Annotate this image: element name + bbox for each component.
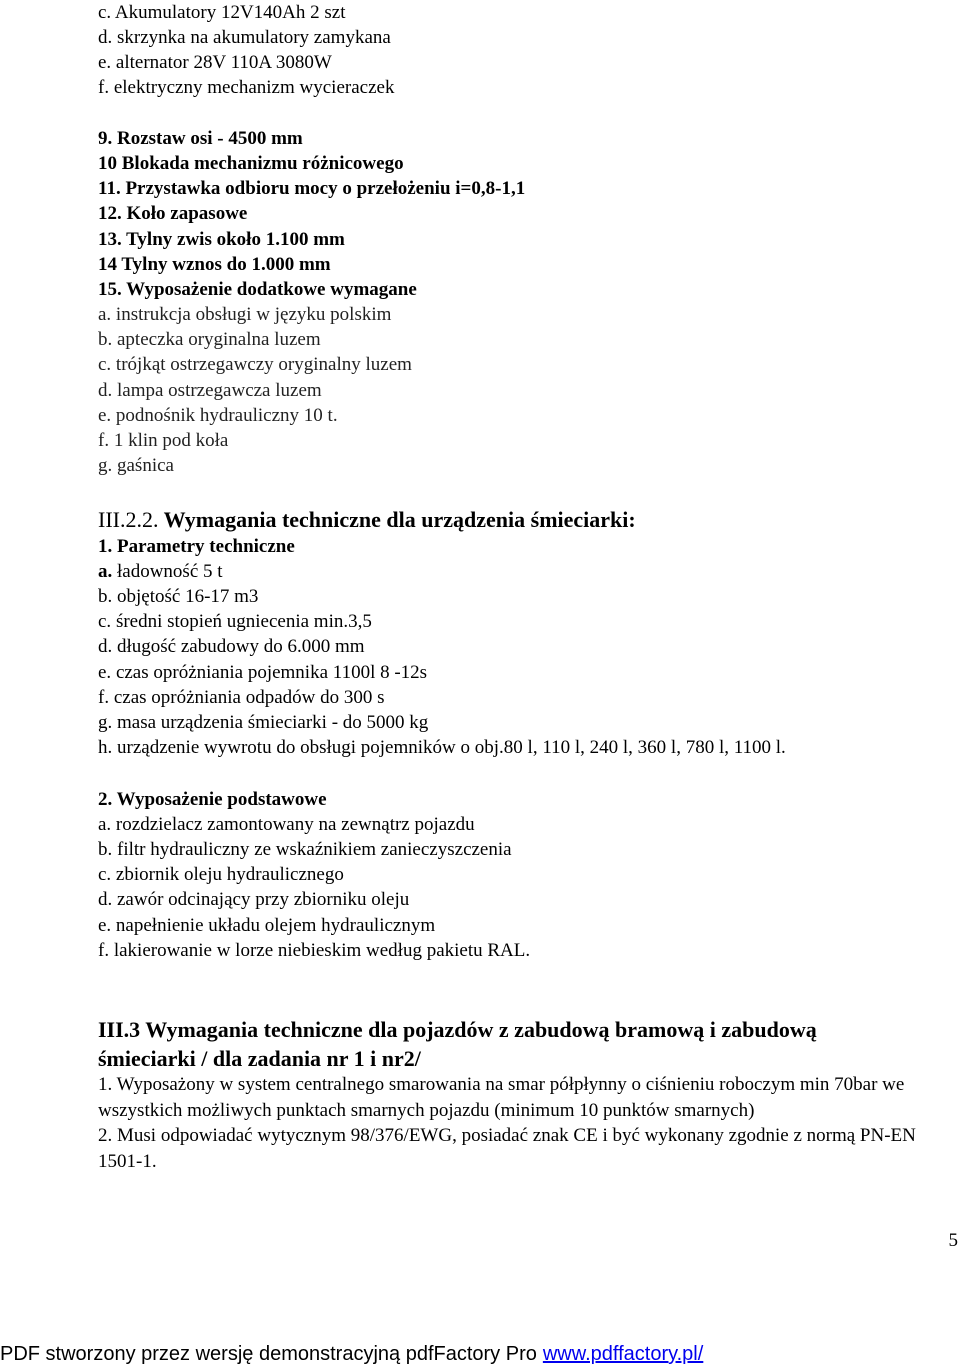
- subsection-heading: 2. Wyposażenie podstawowe: [98, 789, 327, 810]
- spec-item: 10 Blokada mechanizmu różnicowego: [98, 153, 404, 174]
- param-item: [98, 559, 223, 584]
- item-text: długość zabudowy do 6.000 mm: [112, 636, 365, 657]
- spec-item: 9. Rozstaw osi - 4500 mm: [98, 128, 303, 149]
- param-item: [98, 735, 786, 760]
- param-item: [98, 634, 365, 659]
- item-text: objętość 16-17 m3: [112, 586, 259, 607]
- section-number: III.2.2.: [98, 507, 159, 532]
- list-item: c. Akumulatory 12V140Ah 2 szt: [98, 2, 346, 23]
- item-text: czas opróżniania odpadów do 300 s: [109, 687, 385, 708]
- footer-text: PDF stworzony przez wersję demonstracyjną pdfFactory Pro: [0, 1343, 537, 1365]
- param-item: [98, 660, 427, 685]
- section-heading: [98, 505, 636, 535]
- list-item: a. instrukcja obsługi w języku polskim: [98, 304, 392, 325]
- item-letter: c.: [98, 611, 112, 632]
- item-text: urządzenie wywrotu do obsługi pojemników o obj.80 l, 110 l, 240 l, 360 l, 780 l, 1100 l.: [112, 737, 786, 758]
- section-heading: III.3 Wymagania techniczne dla pojazdów z zabudową bramową i zabudową: [98, 1017, 817, 1042]
- param-item: [98, 710, 428, 735]
- spec-item: 15. Wyposażenie dodatkowe wymagane: [98, 279, 417, 300]
- list-item: f. 1 klin pod koła: [98, 430, 229, 451]
- item-letter: e.: [98, 662, 112, 683]
- list-item: g. gaśnica: [98, 455, 174, 476]
- item-letter: h.: [98, 737, 113, 758]
- list-item: e. napełnienie układu olejem hydraulicznym: [98, 915, 436, 936]
- paragraph: 2. Musi odpowiadać wytycznym 98/376/EWG, posiadać znak CE i być wykonany zgodnie z normą PN-EN 1501-1.: [98, 1125, 916, 1172]
- list-item: d. zawór odcinający przy zbiorniku oleju: [98, 889, 410, 910]
- item-text: masa urządzenia śmieciarki - do 5000 kg: [112, 712, 429, 733]
- list-item: b. apteczka oryginalna luzem: [98, 329, 321, 350]
- item-text: średni stopień ugniecenia min.3,5: [111, 611, 372, 632]
- item-text: ładowność 5 t: [112, 561, 223, 582]
- paragraph: 1. Wyposażony w system centralnego smarowania na smar półpłynny o ciśnieniu roboczym min 70bar we wszystkich możliwych punktach smarnych pojazdu (minimum 10 punktów smarnych): [98, 1074, 905, 1121]
- list-item: b. filtr hydrauliczny ze wskaźnikiem zanieczyszczenia: [98, 839, 512, 860]
- list-item: f. elektryczny mechanizm wycieraczek: [98, 77, 395, 98]
- section-heading-continued: śmieciarki / dla zadania nr 1 i nr2/: [98, 1046, 421, 1071]
- list-item: e. podnośnik hydrauliczny 10 t.: [98, 405, 338, 426]
- spec-item: 13. Tylny zwis około 1.100 mm: [98, 229, 345, 250]
- pdf-footer: [0, 1341, 960, 1367]
- item-letter: a.: [98, 561, 113, 582]
- list-item: d. lampa ostrzegawcza luzem: [98, 380, 322, 401]
- spec-item: 11. Przystawka odbioru mocy o przełożeniu i=0,8-1,1: [98, 178, 526, 199]
- item-letter: b.: [98, 586, 113, 607]
- subsection-heading: 1. Parametry techniczne: [98, 536, 295, 557]
- item-text: czas opróżniania pojemnika 1100l 8 -12s: [111, 662, 428, 683]
- param-item: [98, 584, 258, 609]
- list-item: c. zbiornik oleju hydraulicznego: [98, 864, 344, 885]
- item-letter: g.: [98, 712, 113, 733]
- section-title: Wymagania techniczne dla urządzenia śmieciarki:: [158, 507, 636, 532]
- list-item: d. skrzynka na akumulatory zamykana: [98, 27, 391, 48]
- list-item: a. rozdzielacz zamontowany na zewnątrz pojazdu: [98, 814, 475, 835]
- list-item: f. lakierowanie w lorze niebieskim według pakietu RAL.: [98, 940, 531, 961]
- page-number: 5: [948, 1230, 958, 1251]
- spec-item: 12. Koło zapasowe: [98, 203, 248, 224]
- param-item: [98, 609, 372, 634]
- item-letter: f.: [98, 687, 110, 708]
- spec-item: 14 Tylny wznos do 1.000 mm: [98, 254, 331, 275]
- item-letter: d.: [98, 636, 113, 657]
- list-item: e. alternator 28V 110A 3080W: [98, 52, 332, 73]
- footer-link[interactable]: www.pdffactory.pl/: [542, 1343, 704, 1365]
- param-item: [98, 685, 385, 710]
- list-item: c. trójkąt ostrzegawczy oryginalny luzem: [98, 354, 412, 375]
